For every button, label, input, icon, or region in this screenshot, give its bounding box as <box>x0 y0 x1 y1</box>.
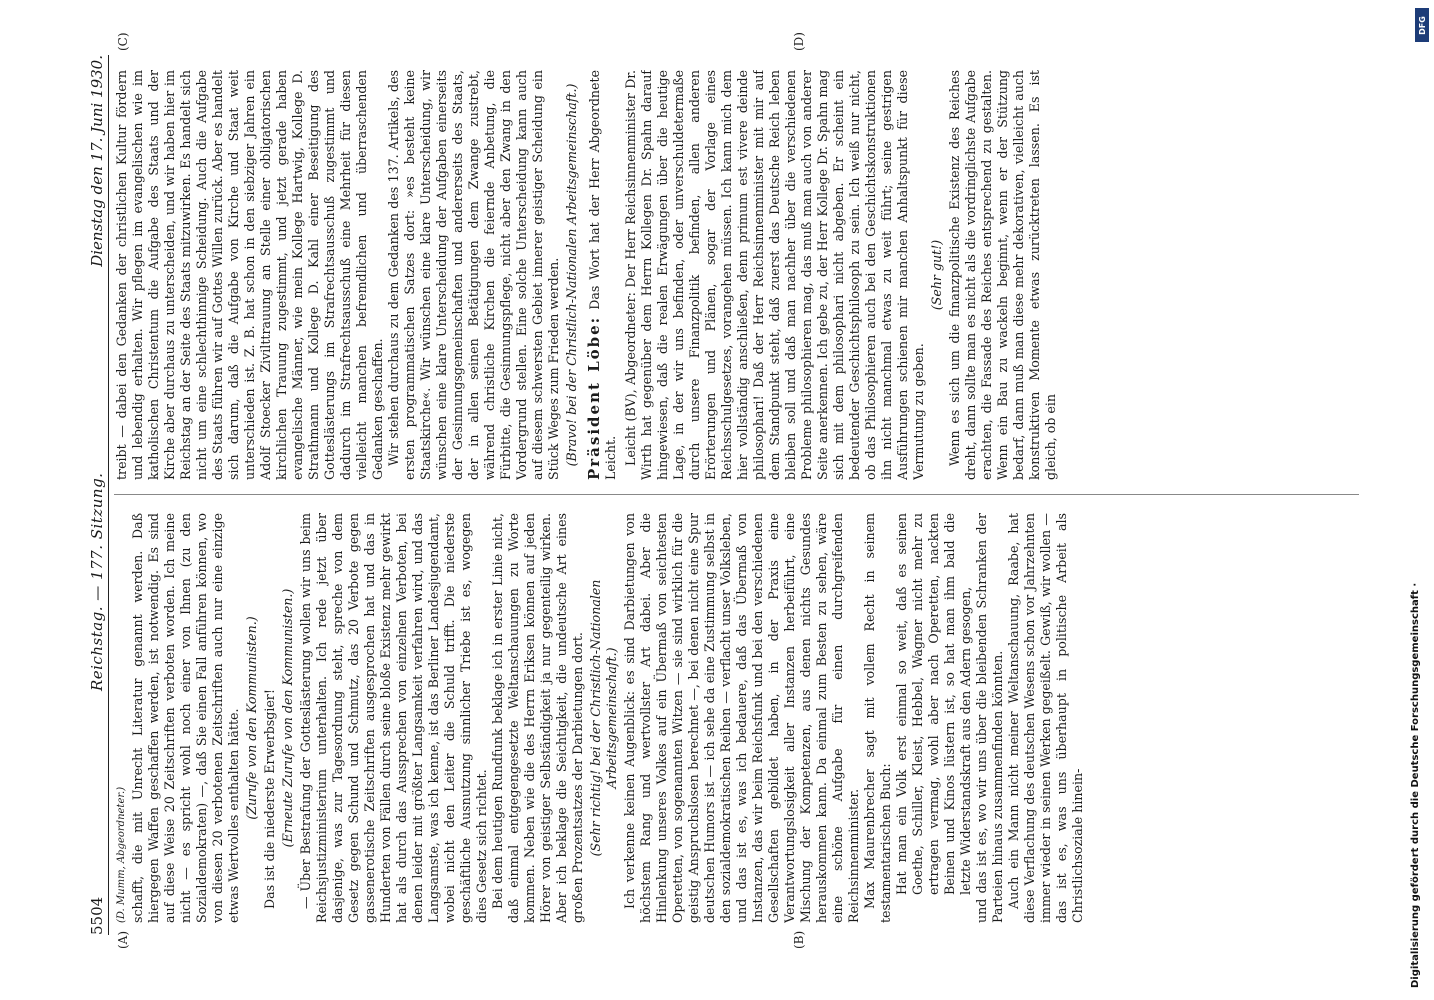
page-header <box>80 55 109 935</box>
digitization-credit <box>1408 8 1430 988</box>
margin-mark-b: (B) <box>792 930 806 949</box>
paragraph: Das ist die niederste Erwerbsgier! <box>262 689 277 909</box>
president-line <box>586 70 619 480</box>
paragraph: und das ist es, wo wir uns über die bleibenden Schranken der Parteien hinaus zusammenfinden könnten. <box>974 513 1005 923</box>
rotated-page-content <box>80 32 1370 949</box>
paragraph: Ich verkenne keinen Augenblick: es sind Darbietungen von höchstem Rang und wertvollster Art dabei. Aber die Hinlenkung unseres Volkes auf ein Übermaß von seichtesten Operetten, von sogenannten Witzen — sie sind wirklich für die geistig Anspruchslosen berechnet —, bei denen nicht eine Spur deutschen Humors ist — ich sehe da eine Zustimmung selbst in den sozialdemokratischen Reihen — verflacht unser Volksleben, und das ist es, was ich bedauere, daß das Übermaß von Instanzen, das wir beim Reichsfunk und bei den verschiedenen Gesellschaften gebildet haben, in der Praxis eine Verantwortungslosigkeit aller Instanzen herbeiführt, eine Mischung der Kompetenzen, aus denen nichts Gesundes herauskommen kann. Da einmal zum Besten zu sehen, wäre eine schöne Aufgabe für einen durchgreifenden Reichsinnenminister. <box>622 513 861 923</box>
quotation: Hat man ein Volk erst einmal so weit, daß es seinen Goethe, Schiller, Kleist, Hebbel, Wagner nicht mehr zu ertragen vermag, wohl aber nach Operetten, nackten Beinen und Kinos lüstern ist, so hat man ihm bald die letzte Widerstandskraft aus den Adern gesogen, <box>894 513 973 895</box>
session-title: Reichstag. — 177. Sitzung. <box>88 472 106 692</box>
margin-mark-d: (D) <box>792 32 806 51</box>
dfg-badge-label: DFG <box>1417 15 1427 35</box>
left-column <box>114 513 1359 923</box>
credit-text: Digitalisierung gefördert durch die Deutsche Forschungsgemeinschaft · <box>1410 582 1421 988</box>
speaker-head: (D. Mumm, Abgeordneter.) <box>116 786 127 923</box>
president-text: Das Wort hat der Herr Abgeordnete Leicht. <box>587 70 618 480</box>
paragraph: — Über Bestrafung der Gotteslästerung wollen wir uns beim Reichsjustizministerium unterhalten. Ich rede jetzt über dasjenige, was zur Tagesordnung steht, spreche von dem Gesetz gegen Schund und Schmutz, das 20 Verbote gegen gassenerotische Zeitschriften ausgesprochen hat und das in Hunderten von Fällen durch seine bloße Existenz mehr gewirkt hat als durch das Aussprechen von einzelnen Verboten, bei denen leider mit größter Langsamkeit verfahren wird, und das Langsamste, was ich kenne, ist das Berliner Landesjugendamt, wobei nicht den Leiter die Schuld trifft. Die niederste geschäftliche Ausnutzung sinnlicher Triebe ist es, wogegen dies Gesetz sich richtet. <box>298 513 489 923</box>
paragraph: Wir stehen durchaus zu dem Gedanken des 137. Artikels, des ersten programmatischen Satzes dort: »es besteht keine Staatskirche«. Wir wünschen eine klare Unterscheidung, wir wünschen eine klare Unterscheidung der Aufgaben einerseits der Gesinnungsgemeinschaften und andererseits des Staats, der in allen seinen Betätigungen dem Zwange zustrebt, während christliche Kirchen die feiernde Anbetung, die Fürbitte, die Gesinnungspflege, nicht aber den Zwang in den Vordergrund stellen. Eine solche Unterscheidung kann auch auf diesem schwersten Gebiet innerer geistiger Scheidung ein Stück Weges zum Frieden werden. <box>386 70 561 480</box>
paragraph: Bei dem heutigen Rundfunk beklage ich in erster Linie nicht, daß einmal entgegengesetzte Weltanschauungen zu Worte kommen. Neben wie die des Herrn Eriksen können auf jeden Hörer von geistiger Selbständigkeit ja nur gegenteilig wirken. Aber ich beklage die Seichtigkeit, die undeutsche Art eines großen Prozentsatzes der Darbietungen dort. <box>490 513 585 923</box>
paragraph: treibt — dabei den Gedanken der christlichen Kultur fördern und lebendig erhalten. Wir pflegen im evangelischen wie im katholischen Christentum die Aufgabe des Staats und der Kirche aber durchaus zu unterscheiden, und wir haben hier im Reichstag an der Seite des Staats mitzuwirken. Es handelt sich nicht um eine schlechthinnige Scheidung. Auch die Aufgabe des Staats führen wir auf Gottes Willen zurück. Aber es handelt sich darum, daß die Aufgabe von Kirche und Staat weit unterschieden ist. Z. B. hat schon in den siebziger Jahren ein Adolf Stoecker Zivilttrauung an Stelle einer obligatorischen kirchlichen Trauung zugestimmt, und jetzt gerade haben evangelische Männer, wie mein Kollege Hartwig, Kollege D. Strathmann und Kollege D. Kahl einer Beseitigung des Gotteslästerungs im Strafrechtsausschuß zugestimmt und dadurch im Strafrechtsausschuß eine Mehrheit für diesen vielleicht manchen befremdlichen und überraschenden Gedanken geschaffen. <box>114 70 385 480</box>
right-column <box>114 70 1359 480</box>
paragraph: Max Maurenbrecher sagt mit vollem Recht in seinem testamentarischen Buch: <box>862 513 893 923</box>
paragraph: Leicht (BV), Abgeordneter: Der Herr Reichsinnenminister Dr. Wirth hat gegenüber dem Herrn Kollegen Dr. Spahn darauf hingewiesen, daß die realen Erwägungen über die heutige Lage, in der wir uns befinden, oder unverschuldetermaße durch unsere Finanzpolitik befinden, allen anderen Erörterungen und Plänen, sogar der Vorlage eines Reichsschulgesetzes, vorangehen müssen. Ich kann mich dem hier vollständig anschließen, denn primum est vivere deinde philosophari! Daß der Herr Reichsinnenminister mit mir auf dem Standpunkt steht, daß zuerst das Deutsche Reich leben bleiben soll und daß man nachher über die verschiedenen Probleme philosophieren mag, das muß man auch von anderer Seite anerkennen. Ich gebe zu, der Herr Kollege Dr. Spahn mag sich mit dem philosophari nicht abgeben. Er scheint ein bedeutender Geschichtsphilosoph zu sein. Ich weiß nur nicht, ob das Philosophieren auch bei den Geschichtskonstruktionen ihn nicht manchmal etwas zu weit führt; seine gestrigen Ausführungen schienen mir manchen Anhaltspunkt für diese Vermutung zu geben. <box>623 70 926 480</box>
column-divider <box>114 494 1359 495</box>
margin-mark-c: (C) <box>116 32 130 51</box>
interjection: (Zurufe von den Kommunisten.) <box>244 616 259 820</box>
paragraph: Wenn es sich um die finanzpolitische Existenz des Reiches dreht, dann sollte man es nicht als die vordringlichste Aufgabe erachten, die Fassade des Reiches entsprechend zu gestalten. Wenn ein Bau zu wackeln beginnt, wenn er der Stützung bedarf, dann muß man diese mehr dekorativen, vielleicht auch konstruktiven Momente etwas zurücktreten lassen. Es ist gleich, ob ein <box>947 70 1058 480</box>
interjection: (Erneute Zurufe von den Kommunisten.) <box>280 588 295 848</box>
interjection: (Bravo! bei der Christlich-Nationalen Arbeitsgemeinschaft.) <box>564 83 579 467</box>
session-date: Dienstag den 17. Juni 1930. <box>88 55 106 267</box>
paragraph: schafft, die mit Unrecht Literatur genannt werden. Daß hiergegen Waffen geschaffen werden, ist notwendig. Es sind auf diese Weise 20 Zeitschriften verboten worden. Ich meine nicht — es spricht wohl noch einer von Ihnen (zu den Sozialdemokraten) —, daß Sie einen Fall anführen können, wo von diesen 20 verbotenen Zeitschriften auch nur eine einzige etwas Wertvolles enthalten hätte. <box>130 513 241 923</box>
paragraph: Auch ein Mann nicht meiner Weltanschauung, Raabe, hat diese Verflachung des deutschen Wesens schon vor Jahrzehnten immer wieder in seinen Werken gegeißelt. Gewiß, wir wollen — das ist es, was uns überhaupt in politische Arbeit als Christlichsoziale hinein- <box>1006 513 1085 923</box>
page-number: 5504 <box>88 896 106 935</box>
dfg-logo-icon <box>1415 8 1429 42</box>
interjection: (Sehr richtig! bei der Christlich-Nationalen Arbeitsgemeinschaft.) <box>588 579 619 857</box>
president-label: Präsident Löbe: <box>585 315 603 480</box>
interjection: (Sehr gut!) <box>929 239 944 311</box>
margin-mark-a: (A) <box>116 930 130 949</box>
